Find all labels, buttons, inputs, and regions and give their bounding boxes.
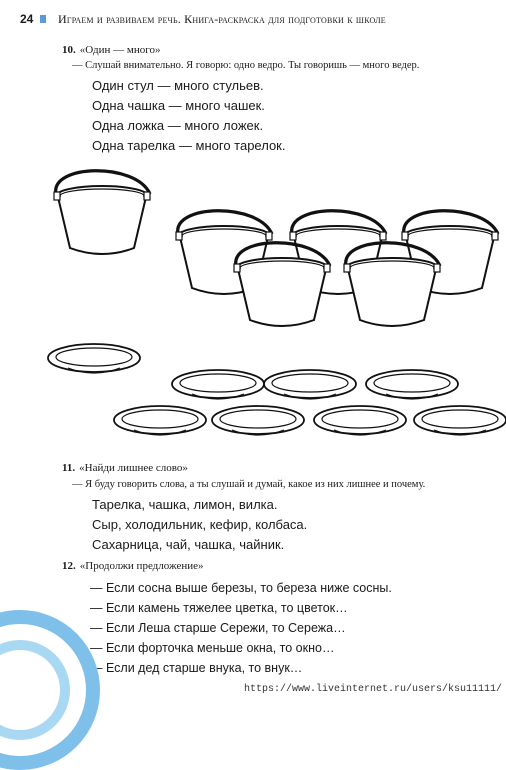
exercise-10-title: «Один — много» xyxy=(79,44,161,56)
exercise-12-line: — Если камень тяжелее цветка, то цветок… xyxy=(90,601,348,615)
exercise-12-number: 12. xyxy=(62,560,76,572)
exercise-12-line: — Если Леша старше Сережи, то Сережа… xyxy=(90,621,346,635)
plate-icon xyxy=(366,370,458,399)
plate-icon xyxy=(48,344,140,373)
plate-icon xyxy=(414,406,506,435)
exercise-10-number: 10. xyxy=(62,44,76,56)
plate-icon xyxy=(114,406,206,435)
exercise-11-line: Сыр, холодильник, кефир, колбаса. xyxy=(92,517,308,532)
exercise-11-title: «Найди лишнее слово» xyxy=(79,462,188,474)
plate-icon xyxy=(172,370,264,399)
exercise-12-line: — Если форточка меньше окна, то окно… xyxy=(90,641,335,655)
exercise-12-title: «Продолжи предложение» xyxy=(79,560,204,572)
exercise-12-line: — Если сосна выше березы, то береза ниже сосны. xyxy=(90,581,392,595)
exercise-11-heading xyxy=(62,462,188,474)
exercise-12-line: — Если дед старше внука, то внук… xyxy=(90,661,303,675)
exercise-10-line: Одна чашка — много чашек. xyxy=(92,98,265,113)
plate-icon xyxy=(212,406,304,435)
exercise-11-line: Тарелка, чашка, лимон, вилка. xyxy=(92,497,278,512)
exercise-10-instruction: — Слушай внимательно. Я говорю: одно ведро. Ты говоришь — много ведер. xyxy=(72,60,420,71)
exercise-10-line: Одна тарелка — много тарелок. xyxy=(92,138,286,153)
plate-icon xyxy=(264,370,356,399)
book-title: Играем и развиваем речь. Книга-раскраска для подготовки к школе xyxy=(58,12,386,26)
exercise-10-line: Одна ложка — много ложек. xyxy=(92,118,264,133)
bucket-icon xyxy=(54,171,150,254)
page-number: 24 xyxy=(20,12,34,26)
exercise-11-number: 11. xyxy=(62,462,76,474)
exercise-11-instruction: — Я буду говорить слова, а ты слушай и думай, какое из них лишнее и почему. xyxy=(72,479,426,490)
exercise-11-line: Сахарница, чай, чашка, чайник. xyxy=(92,537,285,552)
plate-icon xyxy=(314,406,406,435)
watermark-url: https://www.liveinternet.ru/users/ksu11111/ xyxy=(243,684,502,695)
exercise-12-heading xyxy=(62,560,203,572)
exercise-10-line: Один стул — много стульев. xyxy=(92,78,264,93)
